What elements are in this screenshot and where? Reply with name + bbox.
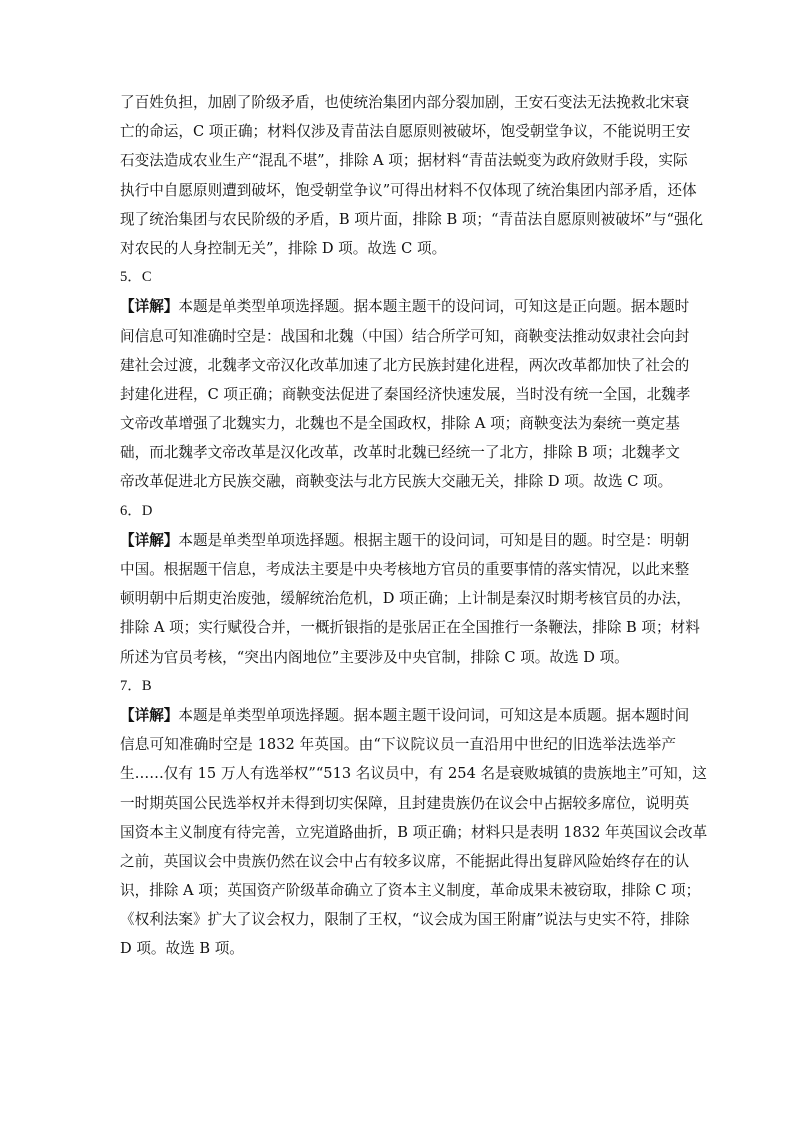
- text-line: [120, 205, 704, 234]
- line-text: 国资本主义制度有待完善，立宪道路曲折，B 项正确；材料只是表明 1832 年英国议会改革: [120, 823, 708, 841]
- line-text: 一时期英国公民选举权并未得到切实保障，且封建贵族仍在议会中占据较多席位，说明英: [120, 794, 690, 812]
- text-line: [120, 409, 680, 438]
- text-line: [120, 584, 691, 613]
- text-line: [120, 613, 700, 642]
- text-line: [120, 146, 688, 175]
- line-text: 《权利法案》扩大了议会权力，限制了王权，“议会成为国王附庸”说法与史实不符，排除: [120, 911, 690, 929]
- detail-tag: 【详解】: [120, 531, 179, 549]
- text-line: [120, 759, 707, 788]
- text-line: [120, 876, 701, 905]
- text-line: [120, 467, 676, 496]
- text-line: [120, 88, 690, 117]
- text-line: [120, 789, 690, 818]
- text-line: [120, 905, 690, 934]
- line-text: 建社会过渡，北魏孝文帝汉化改革加速了北方民族封建化进程，两次改革都加快了社会的: [120, 356, 690, 374]
- line-text: 5．C: [120, 269, 152, 286]
- line-text: 生……仅有 15 万人有选举权”“513 名议员中，有 254 名是衰败城镇的贵族地主”可知，这: [120, 765, 707, 783]
- line-text: 本题是单类型单项选择题。据本题主题干设问词，可知这是本质题。据本题时间: [178, 706, 690, 724]
- line-text: 6．D: [120, 502, 153, 519]
- text-line: [120, 322, 690, 351]
- line-text: 石变法造成农业生产“混乱不堪”，排除 A 项；据材料“青苗法蜕变为政府敛财手段，实际: [120, 152, 688, 170]
- line-text: 亡的命运，C 项正确；材料仅涉及青苗法自愿原则被破坏，饱受朝堂争议，不能说明王安: [120, 123, 691, 141]
- detail-tag: 【详解】: [120, 706, 179, 724]
- line-text: 执行中自愿原则遭到破坏，饱受朝堂争议”可得出材料不仅体现了统治集团内部矛盾，还体: [120, 181, 697, 199]
- explanation-line-start: [120, 701, 690, 730]
- line-text: 顿明朝中后期吏治废弛，缓解统治危机，D 项正确；上计制是秦汉时期考核官员的办法，: [120, 590, 691, 608]
- text-line: [120, 643, 676, 672]
- line-text: 识，排除 A 项；英国资产阶级革命确立了资本主义制度，革命成果未被窃取，排除 C 项；: [120, 882, 701, 900]
- text-line: [120, 351, 690, 380]
- text-line: [120, 438, 680, 467]
- line-text: 7．B: [120, 677, 152, 694]
- text-line: [120, 730, 676, 759]
- line-text: 信息可知准确时空是 1832 年英国。由“下议院议员一直沿用中世纪的旧选举法选举产: [120, 736, 676, 754]
- line-text: 间信息可知准确时空是：战国和北魏（中国）结合所学可知，商鞅变法推动奴隶社会向封: [120, 327, 690, 345]
- line-text: 现了统治集团与农民阶级的矛盾，B 项片面，排除 B 项；“青苗法自愿原则被破坏”与“强化: [120, 210, 704, 228]
- detail-tag: 【详解】: [120, 298, 179, 316]
- line-text: 帝改革促进北方民族交融，商鞅变法与北方民族大交融无关，排除 D 项。故选 C 项。: [120, 473, 673, 491]
- line-text: 文帝改革增强了北魏实力，北魏也不是全国政权，排除 A 项；商鞅变法为秦统一奠定基: [120, 415, 680, 433]
- answer-number: [120, 263, 676, 292]
- line-text: 础，而北魏孝文帝改革是汉化改革，改革时北魏已经统一了北方，排除 B 项；北魏孝文: [120, 444, 680, 462]
- text-line: [120, 117, 691, 146]
- line-text: 本题是单类型单项选择题。据本题主题干的设问词，可知这是正向题。据本题时: [178, 298, 690, 316]
- text-line: [120, 234, 676, 263]
- line-text: 之前，英国议会中贵族仍然在议会中占有较多议席，不能据此得出复辟风险始终存在的认: [120, 852, 690, 870]
- text-line: [120, 934, 676, 963]
- line-text: 中国。根据题干信息，考成法主要是中央考核地方官员的重要事情的落实情况，以此来整: [120, 561, 690, 578]
- line-text: 排除 A 项；实行赋役合并，一概折银指的是张居正在全国推行一条鞭法，排除 B 项；材料: [120, 619, 700, 637]
- answer-number: [120, 672, 676, 701]
- line-text: 对农民的人身控制无关”，排除 D 项。故选 C 项。: [120, 239, 447, 257]
- line-text: 封建化进程，C 项正确；商鞅变法促进了秦国经济快速发展，当时没有统一全国，北魏孝: [120, 385, 691, 403]
- explanation-line-start: [120, 292, 690, 321]
- text-line: [120, 176, 697, 205]
- line-text: 所述为官员考核，“突出内阁地位”主要涉及中央官制，排除 C 项。故选 D 项。: [120, 648, 629, 666]
- line-text: 了百姓负担，加剧了阶级矛盾，也使统治集团内部分裂加剧，王安石变法无法挽救北宋衰: [120, 94, 690, 111]
- explanation-line-start: [120, 526, 690, 555]
- text-line: [120, 818, 708, 847]
- text-line: [120, 555, 690, 584]
- text-line: [120, 380, 691, 409]
- answer-number: [120, 497, 676, 526]
- answer-explanation-body: [120, 88, 708, 964]
- line-text: 本题是单类型单项选择题。根据主题干的设问词，可知是目的题。时空是：明朝: [178, 531, 690, 549]
- line-text: D 项。故选 B 项。: [120, 940, 244, 958]
- text-line: [120, 847, 690, 876]
